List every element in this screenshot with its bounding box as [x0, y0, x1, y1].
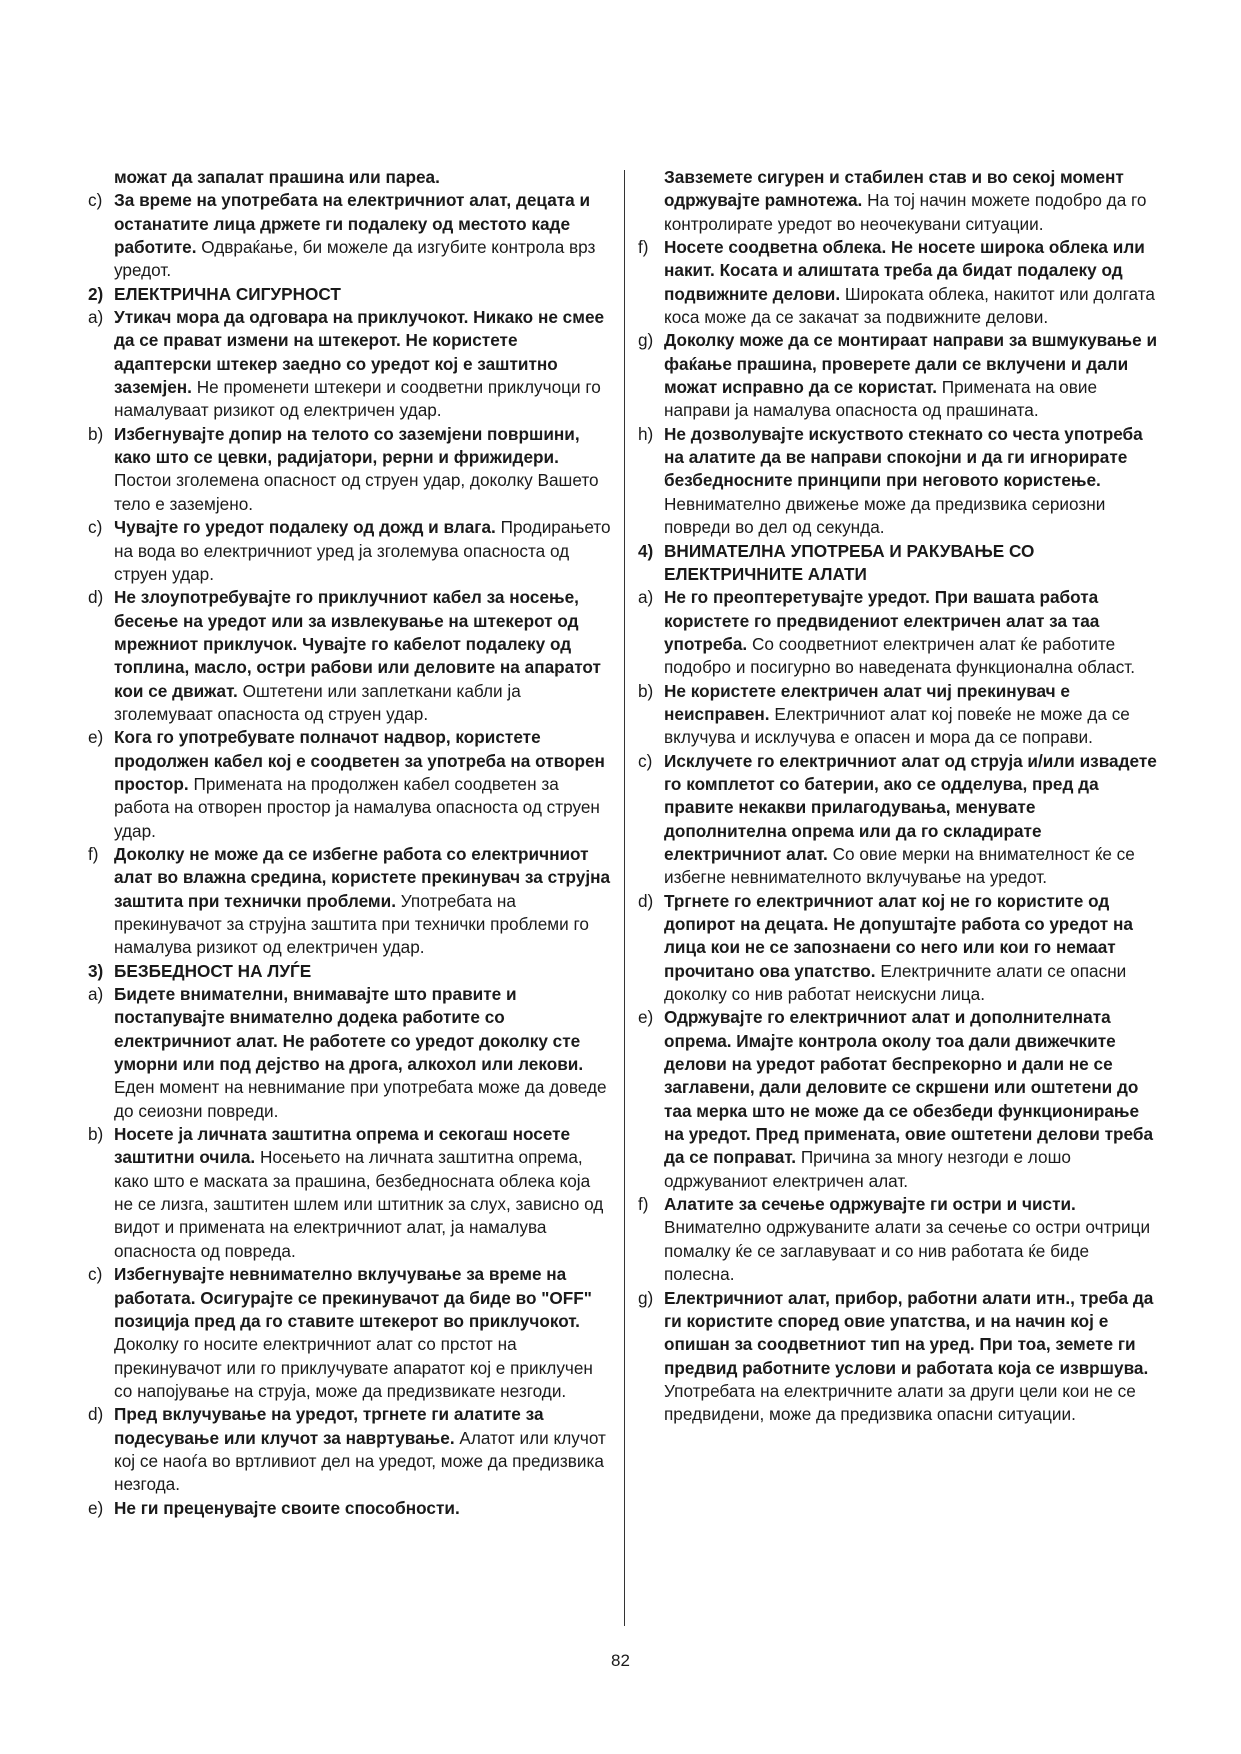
- section-heading: [638, 540, 1161, 587]
- item-marker: c): [88, 1264, 103, 1285]
- item-bold-text: можат да запалат прашина или пареа.: [114, 167, 440, 187]
- item-bold-text: Не дозволувајте искуството стекнато со честа употреба на алатите да ве направи спокојни и да ги игнорирате безбедносните принципи при неговото користење.: [664, 423, 1143, 491]
- item-bold-text: Не користете електричен алат чиј прекинувач е неисправен.: [664, 680, 1070, 724]
- item-marker: e): [88, 727, 104, 748]
- instruction-item: [88, 1123, 611, 1263]
- section-title: БЕЗБЕДНОСТ НА ЛУЃЕ: [114, 960, 312, 981]
- item-bold-text: За време на употребата на електричниот алат, децата и останатите лица држете ги подалеку од местото каде работите.: [114, 190, 591, 258]
- item-marker: f): [638, 1194, 649, 1215]
- item-normal-text: Доколку го носите електричниот алат со прстот на прекинувачот или го приклучувате апаратот кој е приклучен со напојување на струја, може да предизвикате незгоди.: [114, 1334, 593, 1401]
- page-number: 82: [611, 1651, 630, 1670]
- item-normal-text: Носењето на личната заштитна опрема, како што е маската за прашина, безбедносната облека која не се лизга, заштитен шлем или штитник за слух, зависно од видот и примената на електричниот алат, ја намалува опасноста од повреда.: [114, 1147, 604, 1261]
- item-marker: b): [88, 423, 104, 444]
- item-normal-text: Со соодветниот електричен алат ќе работите подобро и посигурно во наведената функционална област.: [664, 633, 1136, 678]
- item-normal-text: Електричниот алат кој повеќе не може да се вклучува и исклучува е опасен и мора да се поправи.: [664, 703, 1130, 748]
- item-marker: c): [638, 750, 653, 771]
- item-bold-text: Завземете сигурен и стабилен став и во секој момент одржувајте рамнотежа.: [664, 167, 1124, 211]
- instruction-item: [638, 750, 1161, 890]
- item-bold-text: Носете ја личната заштитна опрема и секогаш носете заштитни очила.: [114, 1124, 571, 1168]
- item-normal-text: Одвраќање, би можеле да изгубите контрола врз уредот.: [114, 237, 596, 281]
- instruction-item: [638, 1193, 1161, 1286]
- instruction-item: [88, 1497, 611, 1520]
- item-marker: c): [88, 517, 103, 538]
- item-bold-text: Алатите за сечење одржувајте ги остри и чисти.: [664, 1194, 1076, 1215]
- instruction-item: [638, 1287, 1161, 1427]
- left-column: [88, 166, 611, 1520]
- item-marker: e): [88, 1497, 104, 1518]
- item-marker: a): [638, 587, 654, 608]
- item-marker: b): [88, 1124, 104, 1145]
- item-normal-text: Продирањето на вода во електричниот уред ја зголемува опасноста од струен удар.: [114, 517, 611, 584]
- section-heading: [88, 960, 611, 983]
- item-bold-text: Не го преоптеретувајте уредот. При вашата работа користете го предвидениот електричен алат за таа употреба.: [664, 587, 1100, 654]
- item-normal-text: Еден момент на невнимание при употребата може да доведе до сеиозни повреди.: [114, 1077, 607, 1121]
- instruction-item: [638, 680, 1161, 750]
- item-marker: h): [638, 423, 654, 444]
- item-bold-text: Кога го употребувате полначот надвор, користете продолжен кабел кој е соодветен за употреба на отворен простор.: [114, 727, 605, 794]
- item-normal-text: Постои зголемена опасност од струен удар, доколку Вашето тело е заземјено.: [114, 470, 599, 514]
- item-normal-text: Внимателно одржуваните алати за сечење со остри очтрици помалку ќе се заглавуваат и со нив работата ќе биде полесна.: [664, 1217, 1151, 1285]
- item-marker: d): [638, 890, 654, 911]
- item-bold-text: Тргнете го електричниот алат кој не го користите од допирот на децата. Не допуштајте работа со уредот на лица кои не се запознаени со него или кои го немаат прочитано ова упатство.: [664, 890, 1133, 981]
- item-normal-text: На тој начин можете подобро да го контролирате уредот во неочекувани ситуации.: [664, 190, 1147, 234]
- item-bold-text: Избегнувајте допир на телото со заземјени површини, како што се цевки, радијатори, рерни и фрижидери.: [114, 423, 580, 468]
- item-normal-text: Невнимателно движење може да предизвика сериозни повреди во дел од секунда.: [664, 493, 1106, 538]
- instruction-item: [88, 516, 611, 586]
- instruction-item: [88, 586, 611, 726]
- item-normal-text: Оштетени или заплеткани кабли ја зголемуваат опасноста од струен удар.: [114, 680, 521, 724]
- item-normal-text: Примената на продолжен кабел соодветен за работа на отворен простор ја намалува опасноста од струен удар.: [114, 773, 600, 841]
- item-normal-text: Широката облека, накитот или долгата коса може да се закачат за подвижните делови.: [664, 283, 1155, 328]
- instruction-item: [638, 236, 1161, 329]
- item-bold-text: Електричниот алат, прибор, работни алати итн., треба да ги користите според овие упатства, и на начин кој е опишан за соодветниот тип на уред. При тоа, земете ги предвид работните услови и работата која се извршува.: [664, 1287, 1154, 1378]
- instruction-item: [88, 306, 611, 423]
- item-marker: b): [638, 680, 654, 701]
- item-marker: c): [88, 190, 103, 211]
- item-bold-text: Не ги преценувајте своите способности.: [114, 1497, 460, 1518]
- item-marker: f): [638, 237, 649, 258]
- section-title: ЕЛЕКТРИЧНА СИГУРНОСТ: [114, 283, 341, 304]
- item-bold-text: Одржувајте го електричниот алат и дополнителната опрема. Имајте контрола околу тоа дали движечките делови на уредот работат беспрекорно и дали не се заглавени, дали деловите се скршени или оштетени до таа мерка што не може да се обезбеди функционирање на уредот. Пред примената, овие оштетени делови треба да се поправат.: [664, 1007, 1154, 1168]
- item-bold-text: Носете соодветна облека. Не носете широка облека или накит. Косата и алиштата треба да бидат подалеку од подвижните делови.: [664, 237, 1145, 304]
- instruction-item: [88, 843, 611, 960]
- instruction-item: [638, 1006, 1161, 1193]
- instruction-item: [88, 1403, 611, 1496]
- item-normal-text: Употребата на електричните алати за други цели кои не се предвидени, може да предизвика опасни ситуации.: [664, 1380, 1136, 1425]
- item-marker: g): [638, 330, 654, 351]
- item-marker: f): [88, 843, 99, 864]
- instruction-item: [88, 1263, 611, 1403]
- instruction-item: [638, 329, 1161, 422]
- item-bold-text: Бидете внимателни, внимавајте што правите и постапувајте внимателно додека работите со електричниот алат. Не работете со уредот доколку сте уморни или под дејство на дрога, алкохол или лекови.: [114, 984, 584, 1075]
- instruction-item: [88, 726, 611, 843]
- section-number: 4): [638, 540, 654, 561]
- section-number: 3): [88, 960, 104, 981]
- item-bold-text: Чувајте го уредот подалеку од дожд и влага.: [114, 517, 496, 538]
- item-bold-text: Не злоупотребувајте го приклучниот кабел за носење, бесење на уредот или за извлекување на штекерот од мрежниот приклучок. Чувајте го кабелот подалеку од топлина, масло, остри рабови или деловите на апаратот кои се движат.: [114, 587, 601, 701]
- item-marker: e): [638, 1007, 654, 1028]
- item-normal-text: Употребата на прекинувачот за струјна заштита при технички проблеми го намалува ризикот од електричен удар.: [114, 890, 589, 958]
- item-marker: d): [88, 587, 104, 608]
- instruction-item: [638, 166, 1161, 236]
- item-bold-text: Пред вклучување на уредот, тргнете ги алатите за подесување или клучот за навртување.: [114, 1404, 544, 1448]
- item-bold-text: Избегнувајте невнимателно вклучување за време на работата. Осигурајте се прекинувачот да биде во "OFF" позиција пред да го ставите штекерот во приклучокот.: [114, 1264, 592, 1331]
- item-normal-text: Електричните алати се опасни доколку со нив работат неискусни лица.: [664, 960, 1127, 1005]
- item-normal-text: Примената на овие направи ја намалува опасноста од прашината.: [664, 377, 1098, 421]
- right-column: [638, 166, 1161, 1427]
- instruction-item: [88, 189, 611, 282]
- item-normal-text: Не променети штекери и соодветни приклучоци го намалуваат ризикот од електричен удар.: [114, 377, 601, 421]
- item-marker: a): [88, 307, 104, 328]
- section-number: 2): [88, 283, 104, 304]
- item-marker: a): [88, 984, 104, 1005]
- item-bold-text: Доколку не може да се избегне работа со електричниот алат во влажна средина, користете прекинувач за струјна заштита при технички проблеми.: [114, 843, 611, 911]
- item-marker: d): [88, 1404, 104, 1425]
- instruction-item: [638, 890, 1161, 1007]
- instruction-item: [88, 423, 611, 516]
- item-normal-text: Со овие мерки на внимателност ќе се избегне невнимателното вклучување на уредот.: [664, 843, 1135, 888]
- item-marker: g): [638, 1287, 654, 1308]
- section-heading: [88, 283, 611, 306]
- instruction-item: [638, 423, 1161, 540]
- item-normal-text: Алатот или клучот кој се наоѓа во вртливиот дел на уредот, може да предизвика незгода.: [114, 1427, 606, 1495]
- item-bold-text: Утикач мора да одговара на приклучокот. Никако не смее да се прават измени на штекерот. Не користете адаптерски штекер заедно со уредот кој е заштитно заземјен.: [114, 307, 605, 398]
- instruction-item: [638, 586, 1161, 679]
- instruction-item: [88, 166, 611, 189]
- instruction-item: [88, 983, 611, 1123]
- item-bold-text: Исклучете го електричниот алат од струја и/или извадете го комплетот со батерии, ако се одделува, пред да правите некакви прилагодувања, менувате дополнителна опрема или да го складирате електричниот алат.: [664, 750, 1157, 864]
- item-bold-text: Доколку може да се монтираат направи за вшмукување и фаќање прашина, проверете дали се вклучени и дали можат исправно да се користат.: [664, 330, 1158, 398]
- item-normal-text: Причина за многу незгоди е лошо одржуваниот електричен алат.: [664, 1147, 1071, 1191]
- section-title: ВНИМАТЕЛНА УПОТРЕБА И РАКУВАЊЕ СО ЕЛЕКТРИЧНИТЕ АЛАТИ: [664, 540, 1035, 584]
- column-divider: [624, 170, 625, 1626]
